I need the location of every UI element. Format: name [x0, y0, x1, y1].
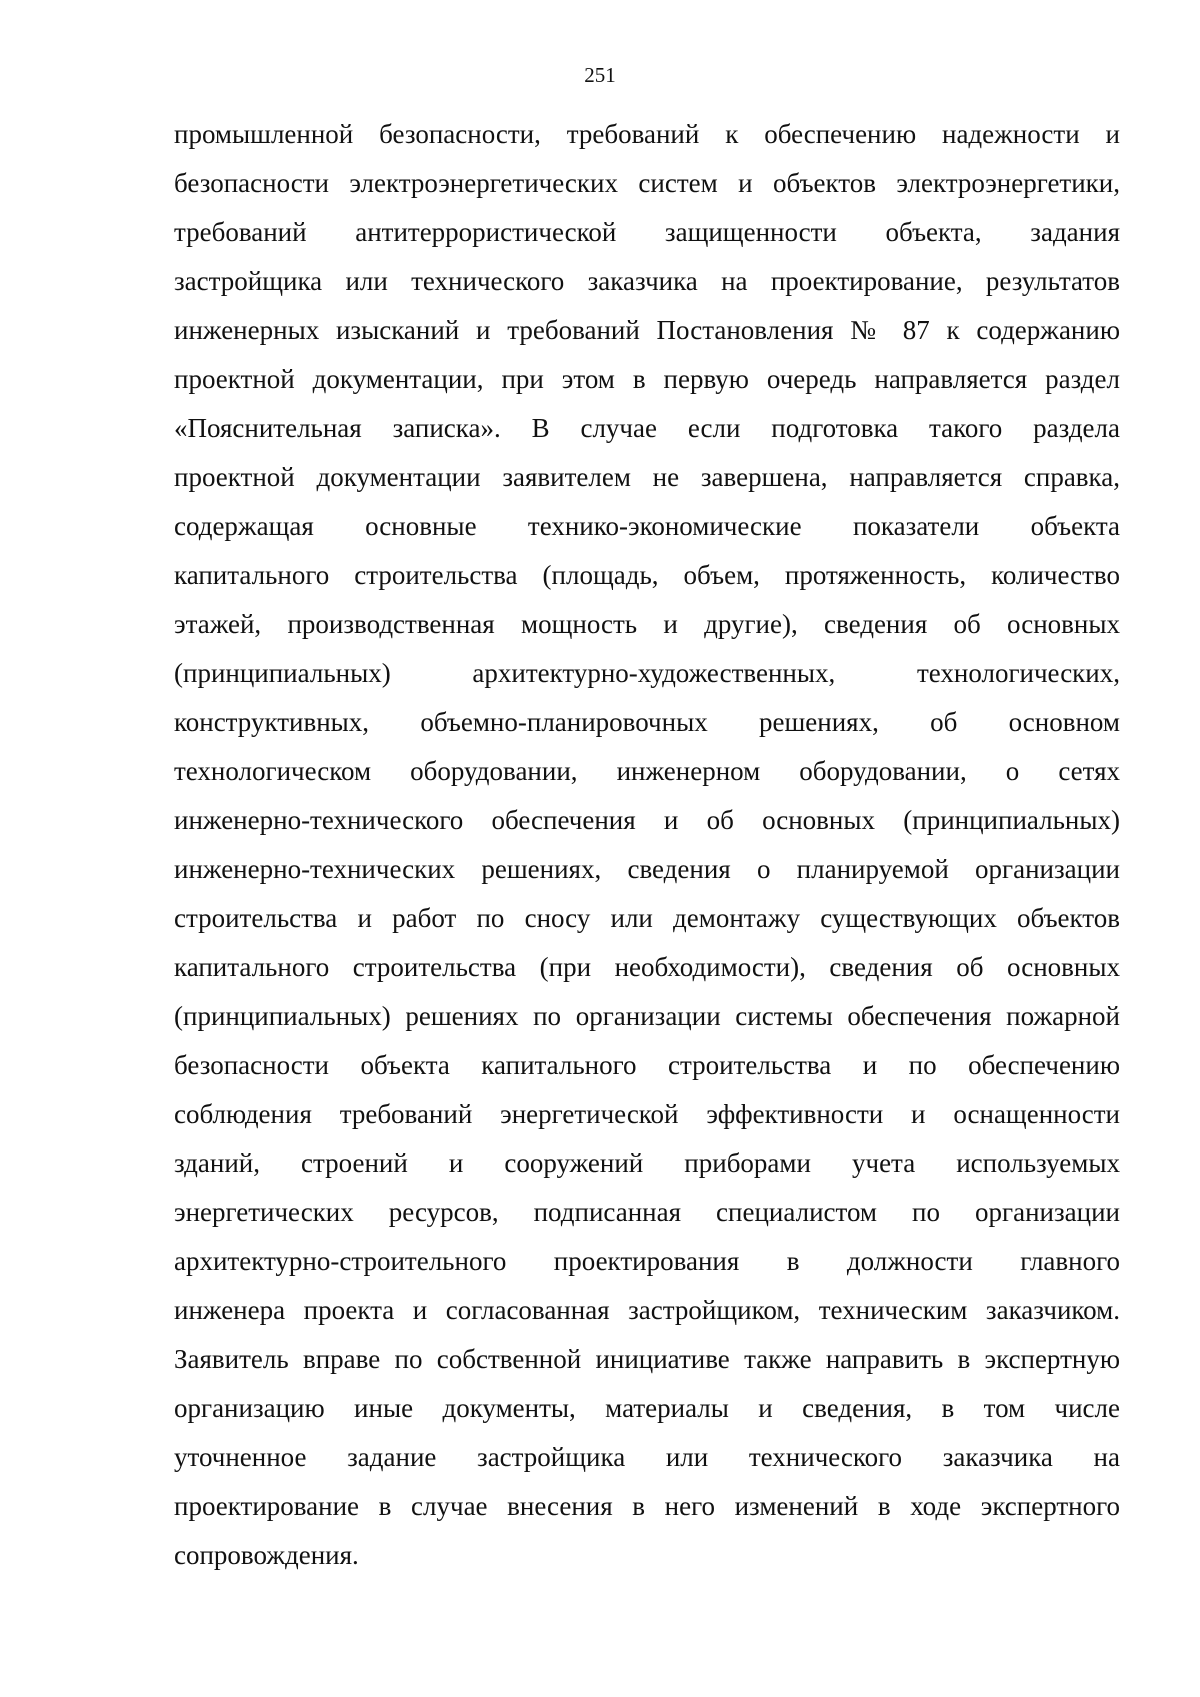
text-line: инженерных изысканий и требований Постановления № 87 к содержанию	[174, 315, 1120, 345]
text-line: капитального строительства (площадь, объем, протяженность, количество	[174, 560, 1120, 590]
text-line-last: сопровождения.	[174, 1540, 359, 1570]
text-line: проектной документации, при этом в первую очередь направляется раздел	[174, 364, 1120, 394]
document-body	[174, 110, 1120, 1580]
text-line: проектирование в случае внесения в него изменений в ходе экспертного	[174, 1491, 1120, 1521]
text-line: «Пояснительная записка». В случае если подготовка такого раздела	[174, 413, 1120, 443]
text-line: энергетических ресурсов, подписанная специалистом по организации	[174, 1197, 1120, 1227]
text-line: промышленной безопасности, требований к обеспечению надежности и	[174, 119, 1120, 149]
text-line: организацию иные документы, материалы и сведения, в том числе	[174, 1393, 1120, 1423]
text-line: капитального строительства (при необходимости), сведения об основных	[174, 952, 1120, 982]
text-line: этажей, производственная мощность и другие), сведения об основных	[174, 609, 1120, 639]
text-line: содержащая основные технико-экономические показатели объекта	[174, 511, 1120, 541]
text-line: безопасности объекта капитального строительства и по обеспечению	[174, 1050, 1120, 1080]
text-line: соблюдения требований энергетической эффективности и оснащенности	[174, 1099, 1120, 1129]
text-line: технологическом оборудовании, инженерном оборудовании, о сетях	[174, 756, 1120, 786]
text-line: требований антитеррористической защищенности объекта, задания	[174, 217, 1120, 247]
text-line: инженерно-технического обеспечения и об основных (принципиальных)	[174, 805, 1120, 835]
text-line: (принципиальных) архитектурно-художественных, технологических,	[174, 658, 1120, 688]
text-line: конструктивных, объемно-планировочных решениях, об основном	[174, 707, 1120, 737]
text-line: архитектурно-строительного проектирования в должности главного	[174, 1246, 1120, 1276]
page-number: 251	[584, 63, 616, 87]
text-line: застройщика или технического заказчика на проектирование, результатов	[174, 266, 1120, 296]
text-line: безопасности электроэнергетических систем и объектов электроэнергетики,	[174, 168, 1120, 198]
text-line: инженера проекта и согласованная застройщиком, техническим заказчиком.	[174, 1295, 1120, 1325]
text-line: уточненное задание застройщика или технического заказчика на	[174, 1442, 1120, 1472]
text-line: (принципиальных) решениях по организации системы обеспечения пожарной	[174, 1001, 1120, 1031]
text-line: проектной документации заявителем не завершена, направляется справка,	[174, 462, 1120, 492]
text-line: строительства и работ по сносу или демонтажу существующих объектов	[174, 903, 1120, 933]
text-line: зданий, строений и сооружений приборами учета используемых	[174, 1148, 1120, 1178]
text-line: инженерно-технических решениях, сведения о планируемой организации	[174, 854, 1120, 884]
text-line: Заявитель вправе по собственной инициативе также направить в экспертную	[174, 1344, 1120, 1374]
